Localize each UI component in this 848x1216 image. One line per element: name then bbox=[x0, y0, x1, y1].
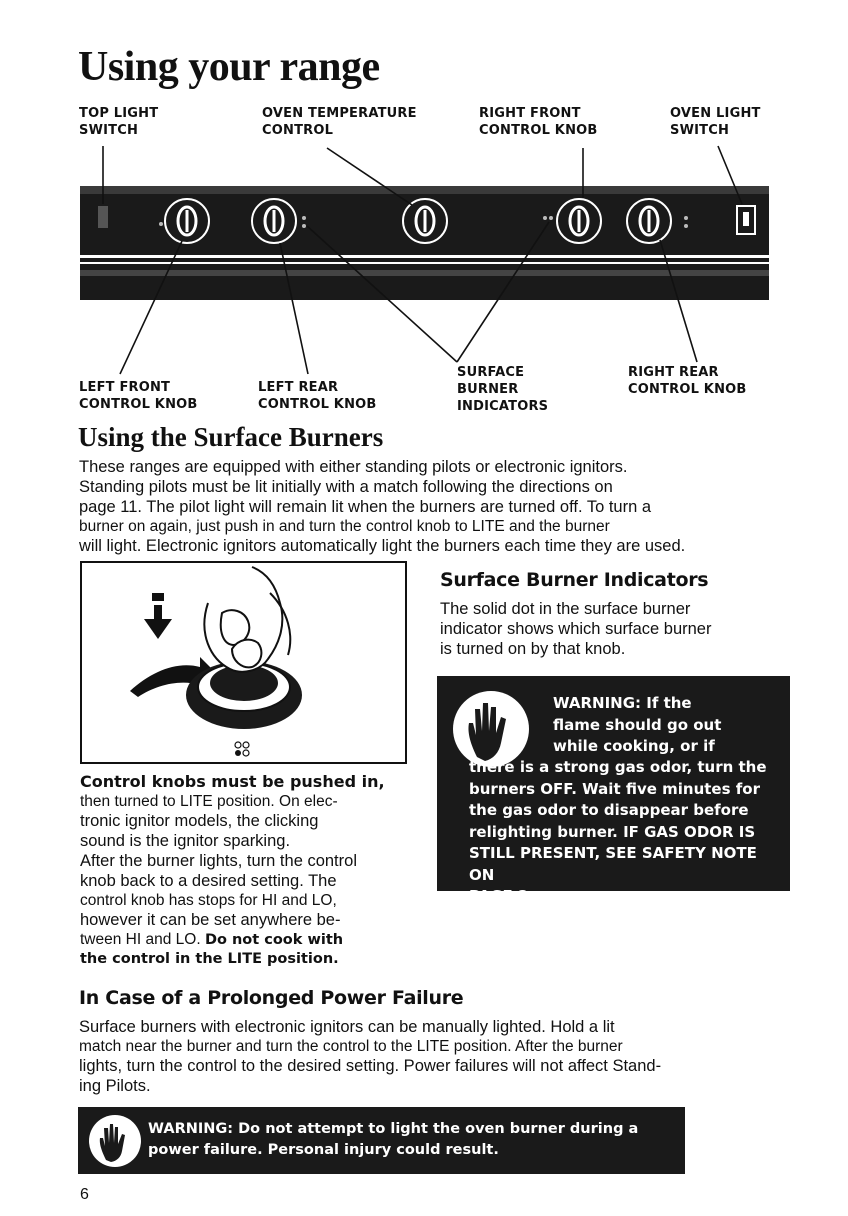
gas-warning-box bbox=[437, 676, 790, 905]
label-right-front-control-knob: RIGHT FRONT CONTROL KNOB bbox=[479, 106, 598, 138]
power-failure-line: Surface burners with electronic ignitors can be manually lighted. Hold a lit bbox=[79, 1018, 615, 1036]
control-knobs-text bbox=[80, 772, 410, 969]
knob-illustration bbox=[80, 561, 407, 764]
control-knobs-line: then turned to LITE position. On elec- bbox=[80, 793, 338, 810]
control-knobs-line: tronic ignitor models, the clicking bbox=[80, 812, 319, 830]
control-knobs-line: sound is the ignitor sparking. bbox=[80, 832, 291, 850]
right-front-knob bbox=[557, 199, 601, 243]
oven-temperature-knob bbox=[403, 199, 447, 243]
intro-line: Standing pilots must be lit initially with a match following the directions on bbox=[79, 478, 613, 496]
label-oven-temperature-control: OVEN TEMPERATURE CONTROL bbox=[262, 106, 417, 138]
indicators-heading: Surface Burner Indicators bbox=[440, 569, 709, 591]
surface-burners-heading: Using the Surface Burners bbox=[78, 422, 384, 452]
control-knobs-line: control knob has stops for HI and LO, bbox=[80, 892, 337, 909]
page-title: Using your range bbox=[78, 44, 380, 90]
power-failure-line: lights, turn the control to the desired setting. Power failures will not affect Stand- bbox=[79, 1057, 662, 1075]
label-left-front-control-knob: LEFT FRONT CONTROL KNOB bbox=[79, 380, 198, 412]
power-warning-text: WARNING: Do not attempt to light the oven burner during a power failure. Personal injury could result. bbox=[148, 1121, 639, 1158]
surface-burners-intro bbox=[79, 457, 819, 556]
top-light-switch bbox=[98, 206, 108, 228]
control-knobs-last-bold: Do not cook with bbox=[204, 932, 344, 948]
intro-line: will light. Electronic ignitors automatically light the burners each time they are used. bbox=[79, 537, 686, 555]
intro-line: These ranges are equipped with either standing pilots or electronic ignitors. bbox=[79, 458, 628, 476]
label-right-rear-control-knob: RIGHT REAR CONTROL KNOB bbox=[628, 365, 747, 397]
intro-line: page 11. The pilot light will remain lit when the burners are turned off. To turn a bbox=[79, 498, 652, 516]
control-knobs-last-line bbox=[80, 930, 410, 950]
push-arrow-icon bbox=[144, 619, 172, 639]
control-knobs-line: knob back to a desired setting. The bbox=[80, 872, 337, 890]
intro-line: burner on again, just push in and turn the control knob to LITE and the burner bbox=[79, 518, 610, 535]
indicators-line: indicator shows which surface burner bbox=[440, 620, 712, 638]
label-left-rear-control-knob: LEFT REAR CONTROL KNOB bbox=[258, 380, 377, 412]
indicators-line: is turned on by that knob. bbox=[440, 640, 626, 658]
control-knobs-lead: Control knobs must be pushed in, bbox=[80, 772, 385, 791]
control-knobs-final: the control in the LITE position. bbox=[80, 951, 339, 967]
label-oven-light-switch: OVEN LIGHT SWITCH bbox=[670, 106, 761, 138]
label-surface-burner-indicators: SURFACE BURNER INDICATORS bbox=[457, 365, 549, 414]
push-and-turn-illustration bbox=[82, 563, 405, 762]
gas-warning-text-top: WARNING: If the flame should go out while cooking, or if bbox=[553, 694, 722, 755]
control-knobs-line: After the burner lights, turn the control bbox=[80, 852, 357, 870]
right-rear-knob bbox=[627, 199, 671, 243]
page-number: 6 bbox=[80, 1186, 89, 1203]
power-failure-text bbox=[79, 1017, 779, 1096]
indicators-line: The solid dot in the surface burner bbox=[440, 600, 691, 618]
left-rear-knob bbox=[252, 199, 296, 243]
power-failure-line: ing Pilots. bbox=[79, 1077, 151, 1095]
power-failure-line: match near the burner and turn the control to the LITE position. After the burner bbox=[79, 1038, 623, 1055]
left-front-knob bbox=[165, 199, 209, 243]
indicators-text bbox=[440, 599, 780, 659]
power-failure-heading: In Case of a Prolonged Power Failure bbox=[79, 987, 464, 1009]
control-knobs-last-plain: tween HI and LO. bbox=[80, 931, 205, 948]
label-top-light-switch: TOP LIGHT SWITCH bbox=[79, 106, 159, 138]
gas-warning-text-bottom: there is a strong gas odor, turn the burners OFF. Wait five minutes for the gas odor to disappear before relighting burner. IF GAS ODOR IS STILL PRESENT, SEE SAFETY NOTE ON PAGE 2. bbox=[469, 758, 767, 905]
power-warning-box bbox=[78, 1107, 685, 1174]
control-knobs-line: however it can be set anywhere be- bbox=[80, 911, 341, 929]
control-panel-diagram bbox=[0, 0, 848, 420]
warning-hand-icon bbox=[88, 1114, 142, 1168]
